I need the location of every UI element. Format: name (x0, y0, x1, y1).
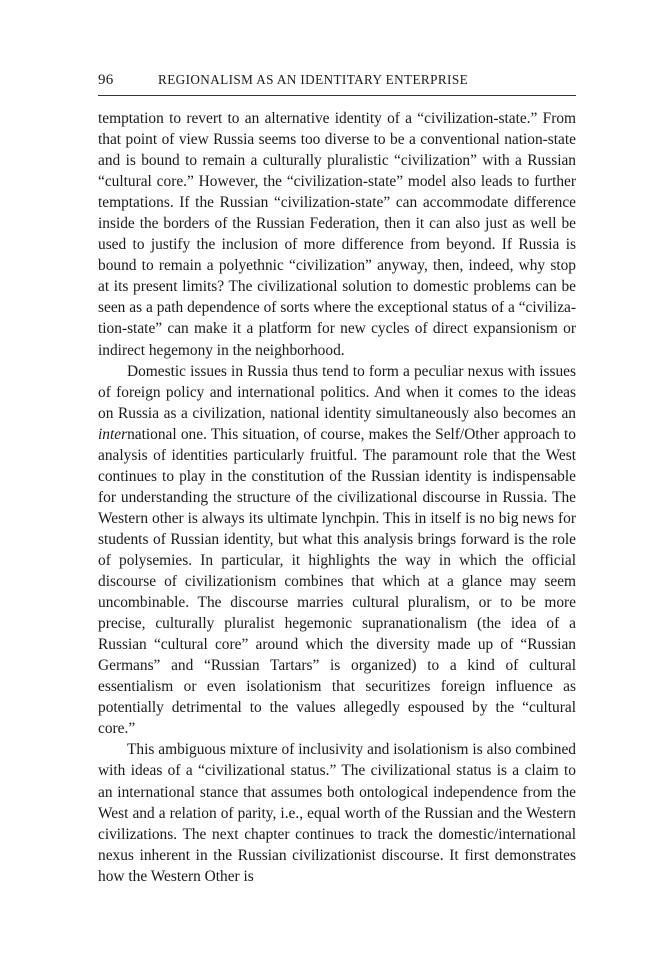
paragraph-1: temptation to revert to an alternative identity of a “civilization-state.” From that point of view Russia seems too diverse to be a conventional nation-state and is bound to remain a culturally pluralistic “civilization” with a Russian “cultural core.” However, the “civilization-state” model also leads to further temptations. If the Russian “civilization-state” can accommodate difference inside the borders of the Russian Federation, then it can also just as well be used to justify the inclusion of more difference from beyond. If Russia is bound to remain a polyethnic “civilization” anyway, then, indeed, why stop at its present limits? The civilizational solution to domestic problems can be seen as a path dependence of sorts where the exceptional status of a “civilization-state” can make it a platform for new cycles of direct expansionism or indirect hegemony in the neighborhood. (98, 110, 576, 359)
running-header (98, 72, 576, 96)
paragraph-3: This ambiguous mixture of inclusivity and isolationism is also combined with ideas of a “civilizational status.” The civilizational status is a claim to an international stance that assumes both ontological independence from the West and a relation of parity, i.e., equal worth of the Russian and the Western civilizations. The next chapter continues to track the domestic/international nexus inherent in the Russian civilizationist discourse. It first demonstrates how the Western Other is (98, 741, 576, 885)
body-text (98, 108, 576, 887)
paragraph-2-emphasis: inter (98, 425, 128, 443)
running-title: REGIONALISM AS AN IDENTITARY ENTERPRISE (158, 72, 469, 87)
page-number: 96 (98, 72, 114, 88)
paragraph-2-part-2: national one. This situation, of course, makes the Self/Other approach to analysis of identities particularly fruitful. The paramount role that the West continues to play in the constitution of the Russian identity is indispensable for understanding the structure of the civilizational discourse in Russia. The Western other is always its ultimate lynchpin. This in itself is no big news for students of Russian identity, but what this analysis brings forward is the role of polysemies. In particular, it highlights the way in which the official discourse of civilizationism combines that which at a glance may seem uncombinable. The discourse marries cultural pluralism, or to be more precise, culturally pluralist hegemonic supranationalism (the idea of a Russian “cultural core” around which the diversity made up of “Russian Germans” and “Russian Tartars” is organized) to a kind of cultural essentialism or even isolationism that securitizes foreign influence as potentially detrimental to the values allegedly espoused by the “cultural core.” (98, 425, 576, 738)
paragraph-2 (98, 361, 576, 740)
paragraph-2-part-1: Domestic issues in Russia thus tend to form a peculiar nexus with issues of foreign policy and international politics. And when it comes to the ideas on Russia as a civilization, national identity simultaneously also becomes an (98, 362, 576, 422)
book-page (98, 72, 576, 887)
